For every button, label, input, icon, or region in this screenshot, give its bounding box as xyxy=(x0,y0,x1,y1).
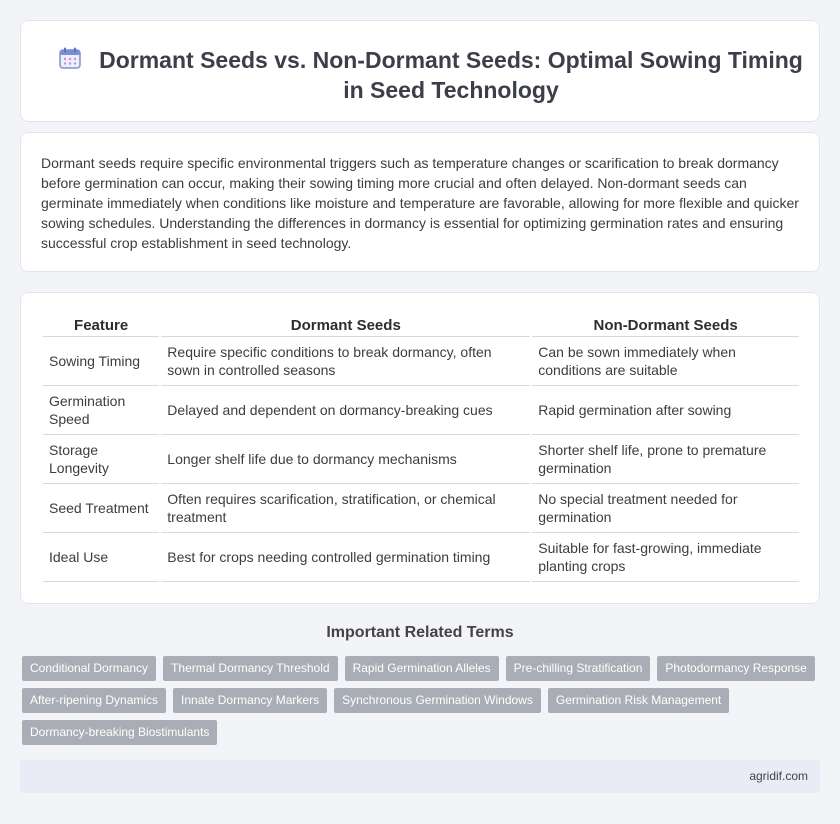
comparison-card xyxy=(20,292,820,604)
non-dormant-cell: No special treatment needed for germination xyxy=(532,484,799,533)
non-dormant-cell: Can be sown immediately when conditions are suitable xyxy=(532,337,799,386)
related-term-tag[interactable]: Conditional Dormancy xyxy=(22,656,156,681)
footer-site-link[interactable]: agridif.com xyxy=(749,769,808,783)
calendar-icon xyxy=(59,47,81,69)
feature-cell: Ideal Use xyxy=(43,533,159,582)
tag-row xyxy=(22,688,822,713)
intro-card xyxy=(20,132,820,272)
page-title: Dormant Seeds vs. Non-Dormant Seeds: Optimal Sowing Timing in Seed Technology xyxy=(99,47,803,103)
non-dormant-cell: Shorter shelf life, prone to premature germination xyxy=(532,435,799,484)
tag-row xyxy=(22,720,822,745)
related-term-tag[interactable]: Rapid Germination Alleles xyxy=(345,656,499,681)
feature-cell: Seed Treatment xyxy=(43,484,159,533)
feature-cell: Germination Speed xyxy=(43,386,159,435)
related-term-tag[interactable]: Germination Risk Management xyxy=(548,688,729,713)
dormant-cell: Often requires scarification, stratification, or chemical treatment xyxy=(161,484,530,533)
dormant-cell: Best for crops needing controlled germination timing xyxy=(161,533,530,582)
dormant-cell: Longer shelf life due to dormancy mechanisms xyxy=(161,435,530,484)
related-term-tag[interactable]: Photodormancy Response xyxy=(657,656,814,681)
table-row xyxy=(43,386,799,435)
table-row xyxy=(43,533,799,582)
related-term-tag[interactable]: Dormancy-breaking Biostimulants xyxy=(22,720,217,745)
non-dormant-cell: Rapid germination after sowing xyxy=(532,386,799,435)
dormant-cell: Require specific conditions to break dormancy, often sown in controlled seasons xyxy=(161,337,530,386)
feature-cell: Sowing Timing xyxy=(43,337,159,386)
header-non-dormant: Non-Dormant Seeds xyxy=(532,315,799,337)
related-term-tag[interactable]: Thermal Dormancy Threshold xyxy=(163,656,338,681)
related-terms-list xyxy=(22,656,822,752)
intro-paragraph: Dormant seeds require specific environmental triggers such as temperature changes or scarification to break dormancy before germination can occur, making their sowing timing more crucial and often delayed. Non-dormant seeds can germinate immediately when conditions like moisture and temperature are favorable, allowing for more flexible and quicker sowing schedules. Understanding the differences in dormancy is essential for optimizing germination rates and ensuring successful crop establishment in seed technology. xyxy=(41,155,799,251)
table-row xyxy=(43,435,799,484)
tag-row xyxy=(22,656,822,681)
dormant-cell: Delayed and dependent on dormancy-breaking cues xyxy=(161,386,530,435)
table-header-row xyxy=(43,315,799,337)
related-term-tag[interactable]: Innate Dormancy Markers xyxy=(173,688,327,713)
title-card xyxy=(20,20,820,122)
table-row xyxy=(43,337,799,386)
header-feature: Feature xyxy=(43,315,159,337)
footer xyxy=(20,760,820,793)
related-term-tag[interactable]: After-ripening Dynamics xyxy=(22,688,166,713)
feature-cell: Storage Longevity xyxy=(43,435,159,484)
related-term-tag[interactable]: Synchronous Germination Windows xyxy=(334,688,541,713)
related-term-tag[interactable]: Pre-chilling Stratification xyxy=(506,656,651,681)
comparison-table xyxy=(41,315,801,582)
related-terms-heading: Important Related Terms xyxy=(326,624,514,641)
non-dormant-cell: Suitable for fast-growing, immediate planting crops xyxy=(532,533,799,582)
header-dormant: Dormant Seeds xyxy=(161,315,530,337)
table-row xyxy=(43,484,799,533)
